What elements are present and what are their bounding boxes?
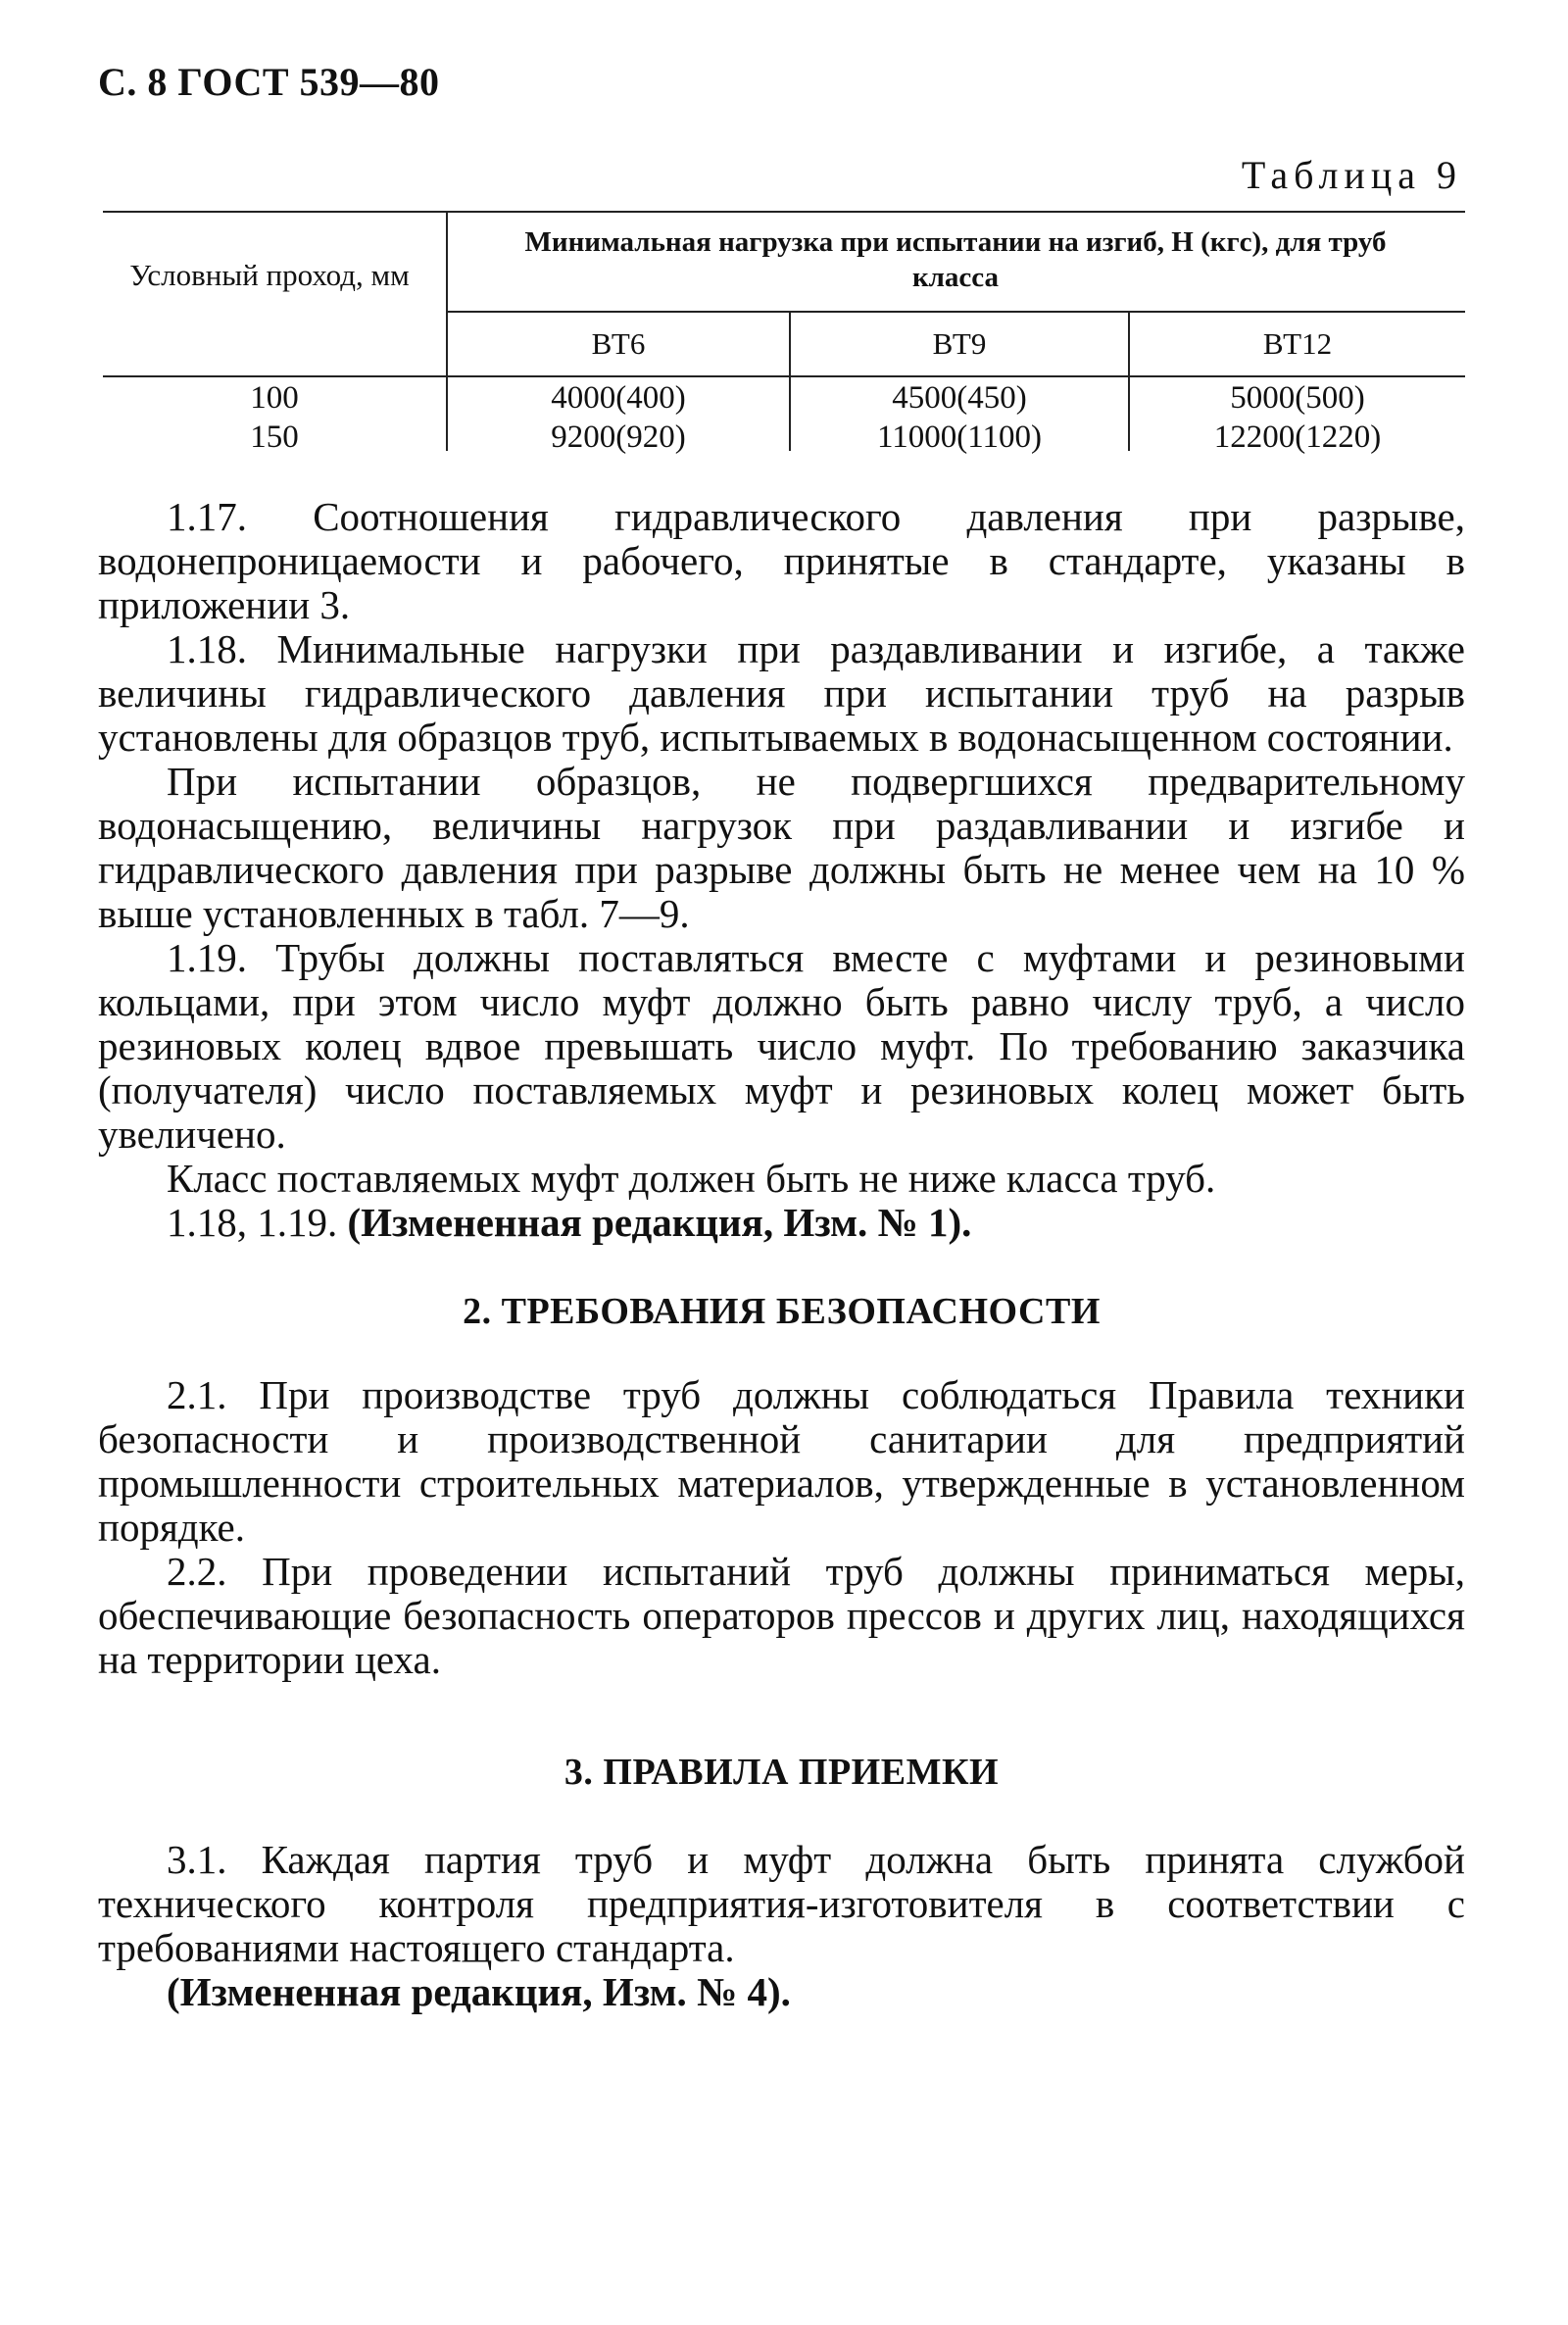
section-2-title: 2. ТРЕБОВАНИЯ БЕЗОПАСНОСТИ xyxy=(463,1291,1101,1332)
clause-1-19: 1.19. Трубы должны поставляться вместе с муфтами и резиновыми кольцами, при этом число муфт должно быть равно числу труб, а число резиновых колец вдвое превышать число муфт. По требованию заказчика (получателя) число поставляемых муфт и резиновых колец может быть увеличено. xyxy=(98,935,1465,1157)
clause-3-1: 3.1. Каждая партия труб и муфт должна быть принята службой технического контроля предприятия-изготовителя в соответствии с требованиями настоящего стандарта. xyxy=(98,1837,1465,1970)
col-header-bt9: ВТ9 xyxy=(932,326,987,361)
table-label: Таблица 9 xyxy=(1241,153,1462,197)
table-cell-value: 9200(920) xyxy=(551,420,686,455)
clause-2-1: 2.1. При производстве труб должны соблюдаться Правила техники безопасности и производственной санитарии для предприятий промышленности строительных материалов, утвержденные в установленном порядке. xyxy=(98,1372,1465,1550)
table-cell-value: 5000(500) xyxy=(1230,380,1365,416)
table-cell-value: 4500(450) xyxy=(892,380,1027,416)
amendment-note-1 xyxy=(98,1201,1465,1245)
clause-1-18: 1.18. Минимальные нагрузки при раздавливании и изгибе, а также величины гидравлического давления при испытании труб на разрыв установлены для образцов труб, испытываемых в водонасыщенном состоянии. xyxy=(98,626,1465,760)
table-cell-value: 12200(1220) xyxy=(1213,420,1382,455)
amendment-note-1-prefix: 1.18, 1.19. xyxy=(167,1200,338,1245)
table-9 xyxy=(103,211,1465,466)
clause-2-2: 2.2. При проведении испытаний труб должны приниматься меры, обеспечивающие безопасность операторов прессов и других лиц, находящихся на территории цеха. xyxy=(98,1549,1465,1682)
table-cell-diameter: 100 xyxy=(250,380,299,416)
clause-1-19-continuation: Класс поставляемых муфт должен быть не ниже класса труб. xyxy=(167,1156,1216,1201)
page-header: С. 8 ГОСТ 539—80 xyxy=(98,60,440,104)
document-body xyxy=(98,495,1465,2014)
table-top-rule xyxy=(103,211,1465,213)
table-cell-value: 11000(1100) xyxy=(876,420,1043,455)
table-cell-value: 4000(400) xyxy=(551,380,686,416)
amendment-note-1-text: (Измененная редакция, Изм. № 1). xyxy=(347,1200,972,1245)
amendment-note-4: (Измененная редакция, Изм. № 4). xyxy=(167,1969,791,2014)
table-header-bottom-rule xyxy=(103,375,1465,377)
table-subheader-rule xyxy=(446,311,1465,313)
col-header-bt6: ВТ6 xyxy=(591,326,646,361)
clause-1-18-continuation: При испытании образцов, не подвергшихся предварительному водонасыщению, величины нагрузок при раздавливании и изгибе и гидравлического давления при разрыве должны быть не менее чем на 10 % выше установленных в табл. 7—9. xyxy=(98,759,1465,936)
group-header-load: Минимальная нагрузка при испытании на изгиб, Н (кгс), для труб класса xyxy=(524,226,1387,293)
col-header-diameter: Условный проход, мм xyxy=(129,258,410,292)
table-cell-diameter: 150 xyxy=(250,420,299,455)
clause-1-17: 1.17. Соотношения гидравлического давления при разрыве, водонепроницаемости и рабочего, принятые в стандарте, указаны в приложении 3. xyxy=(98,494,1465,627)
section-3-title: 3. ПРАВИЛА ПРИЕМКИ xyxy=(564,1752,1000,1793)
col-header-bt12: ВТ12 xyxy=(1262,326,1333,361)
